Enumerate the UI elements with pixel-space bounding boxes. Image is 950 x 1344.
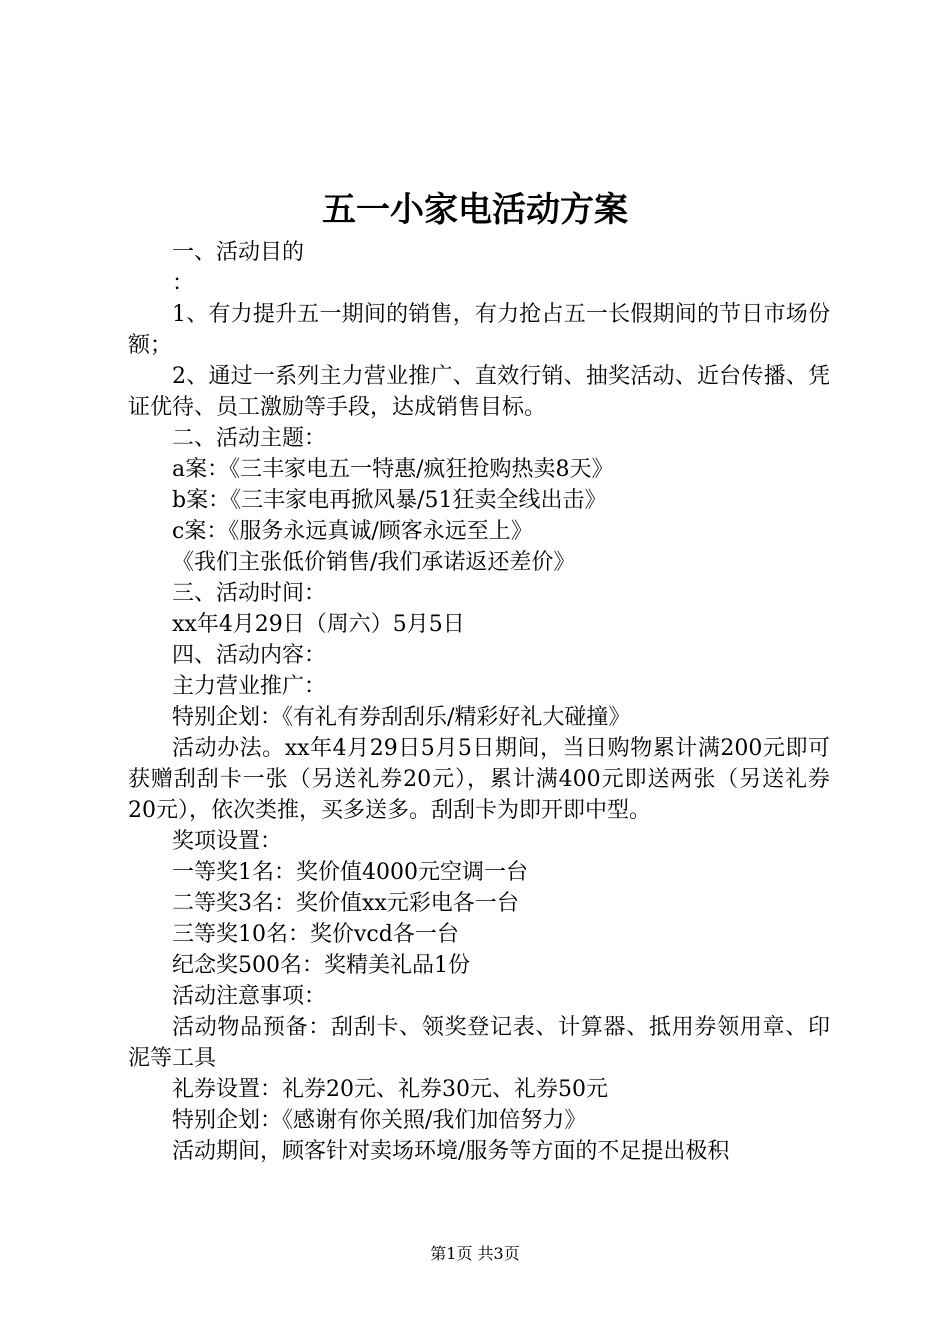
paragraph: a案：《三丰家电五一特惠/疯狂抢购热卖8天》	[172, 457, 614, 482]
paragraph: xx年4月29日（周六）5月5日	[172, 612, 465, 637]
paragraph: 一、活动目的	[172, 240, 305, 265]
paragraph: 《我们主张低价销售/我们承诺返还差价》	[172, 550, 576, 575]
paragraph: b案：《三丰家电再掀风暴/51狂卖全线出击》	[172, 488, 607, 513]
paragraph: 纪念奖500名：奖精美礼品1份	[172, 953, 470, 978]
paragraph: 活动办法。xx年4月29日5月5日期间，当日购物累计满200元即可获赠刮刮卡一张（另送礼券20元），累计满400元即送两张（另送礼券20元），依次类推，买多送多。刮刮卡为即开即中型。	[128, 736, 830, 823]
paragraph: 特别企划：《感谢有你关照/我们加倍努力》	[172, 1108, 587, 1133]
paragraph: c案：《服务永远真诚/顾客永远至上》	[172, 519, 533, 544]
paragraph: 三、活动时间：	[172, 581, 327, 606]
paragraph: 2、通过一系列主力营业推广、直效行销、抽奖活动、近台传播、凭证优待、员工激励等手段，达成销售目标。	[128, 364, 830, 420]
paragraph: 一等奖1名：奖价值4000元空调一台	[172, 860, 528, 885]
paragraph: 二、活动主题：	[172, 426, 327, 451]
paragraph: 活动注意事项：	[172, 984, 327, 1009]
paragraph: 四、活动内容：	[172, 643, 327, 668]
paragraph: 特别企划：《有礼有券刮刮乐/精彩好礼大碰撞》	[172, 705, 631, 730]
page-footer: 第1页 共3页	[430, 1244, 520, 1263]
paragraph: 活动期间，顾客针对卖场环境/服务等方面的不足提出极积	[172, 1139, 730, 1164]
paragraph: 主力营业推广：	[172, 674, 327, 699]
paragraph: 1、有力提升五一期间的销售，有力抢占五一长假期间的节日市场份额；	[128, 302, 830, 358]
document-title: 五一小家电活动方案	[322, 190, 628, 230]
paragraph: 礼券设置：礼券20元、礼券30元、礼券50元	[172, 1077, 608, 1102]
document-body	[128, 237, 830, 1167]
paragraph: 二等奖3名：奖价值xx元彩电各一台	[172, 891, 519, 916]
paragraph: 活动物品预备：刮刮卡、领奖登记表、计算器、抵用券领用章、印泥等工具	[128, 1015, 830, 1071]
paragraph: 三等奖10名：奖价vcd各一台	[172, 922, 459, 947]
paragraph: ：	[172, 271, 195, 296]
paragraph: 奖项设置：	[172, 829, 283, 854]
